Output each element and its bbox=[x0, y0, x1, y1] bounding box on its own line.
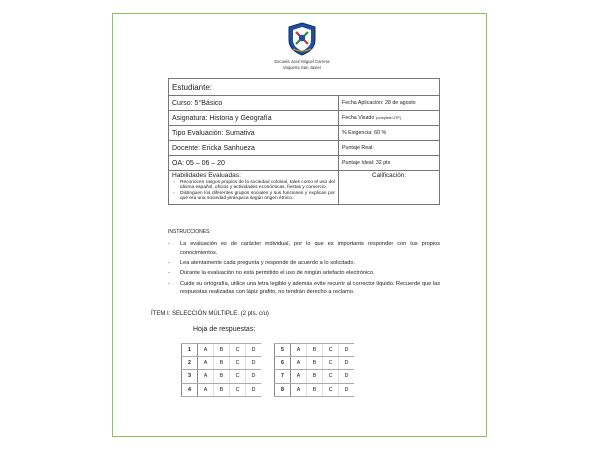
option-c[interactable]: C bbox=[323, 344, 339, 357]
instruction-item: - Cuide su ortografía, utilice una letra legible y además evite recurrir al corrector líquido. Recuerde que las respuestas realizadas con lápiz grafito, no tendrán derecho a reclamo. bbox=[168, 280, 440, 298]
option-c[interactable]: C bbox=[230, 370, 246, 383]
option-c[interactable]: C bbox=[230, 344, 246, 357]
option-d[interactable]: D bbox=[339, 357, 355, 370]
answer-row bbox=[182, 370, 262, 383]
skill-item: - Reconocen rasgos propios de la sociedad colonial, tales como el uso del idioma español, oficios y actividades económicas, fiestas y comercio. bbox=[172, 180, 335, 191]
skills-list bbox=[172, 180, 335, 202]
application-date-cell: Fecha Aplicación: 28 de agosto bbox=[339, 96, 440, 111]
answer-row bbox=[182, 344, 262, 357]
answer-table-left bbox=[181, 343, 261, 397]
section-title: ÍTEM I: SELECCIÓN MÚLTIPLE. (2 pts. c/u) bbox=[151, 311, 269, 317]
option-b[interactable]: B bbox=[307, 344, 323, 357]
visa-date-cell[interactable] bbox=[339, 111, 440, 126]
option-b[interactable]: B bbox=[307, 370, 323, 383]
visa-date-note: (completa UTP) bbox=[375, 116, 401, 120]
option-b[interactable]: B bbox=[307, 383, 323, 396]
option-a[interactable]: A bbox=[198, 344, 214, 357]
question-number: 2 bbox=[182, 357, 198, 370]
answer-row bbox=[275, 370, 355, 383]
question-number: 8 bbox=[275, 383, 291, 396]
oa-cell: OA: 05 – 06 – 20 bbox=[169, 156, 339, 171]
option-a[interactable]: A bbox=[198, 357, 214, 370]
option-a[interactable]: A bbox=[291, 383, 307, 396]
option-d[interactable]: D bbox=[339, 383, 355, 396]
instruction-item: - Durante la evaluación no está permitido el uso de ningún artefacto electrónico. bbox=[168, 269, 440, 278]
option-a[interactable]: A bbox=[198, 383, 214, 396]
question-number: 5 bbox=[275, 344, 291, 357]
answer-row bbox=[182, 357, 262, 370]
student-info-table bbox=[168, 78, 440, 205]
skill-item: - Distinguen los diferentes grupos sociales y sus funciones y explican por qué era una sociedad jerárquica según origen étnico. bbox=[172, 191, 335, 202]
question-number: 4 bbox=[182, 383, 198, 396]
question-number: 6 bbox=[275, 357, 291, 370]
answer-row bbox=[275, 344, 355, 357]
option-a[interactable]: A bbox=[291, 357, 307, 370]
grade-cell[interactable] bbox=[339, 171, 440, 205]
answer-row bbox=[275, 357, 355, 370]
answer-sheet-title: Hoja de respuestas: bbox=[193, 326, 256, 333]
option-c[interactable]: C bbox=[323, 370, 339, 383]
school-name: Escuela José Miguel Carrera bbox=[274, 59, 330, 64]
option-d[interactable]: D bbox=[339, 370, 355, 383]
instruction-item: - La evaluación es de carácter individual, por lo que es importante responder con tus propios conocimientos. bbox=[168, 240, 440, 258]
option-c[interactable]: C bbox=[323, 357, 339, 370]
option-d[interactable]: D bbox=[339, 344, 355, 357]
option-b[interactable]: B bbox=[214, 344, 230, 357]
answer-table-right bbox=[274, 343, 354, 397]
option-a[interactable]: A bbox=[291, 370, 307, 383]
visa-date-label: Fecha Visado bbox=[342, 115, 375, 121]
question-number: 7 bbox=[275, 370, 291, 383]
option-b[interactable]: B bbox=[214, 357, 230, 370]
option-b[interactable]: B bbox=[307, 357, 323, 370]
student-field[interactable]: Estudiante: bbox=[169, 79, 440, 96]
skills-cell bbox=[169, 171, 339, 205]
answer-row bbox=[275, 383, 355, 396]
instruction-item: - Lea atentamente cada pregunta y responde de acuerdo a lo solicitado. bbox=[168, 259, 440, 268]
option-c[interactable]: C bbox=[230, 383, 246, 396]
evaluation-type-cell: Tipo Evaluación: Sumativa bbox=[169, 126, 339, 141]
skills-title: Habilidades Evaluadas: bbox=[172, 172, 241, 179]
requirement-cell: % Exigencia: 60 % bbox=[339, 126, 440, 141]
question-number: 1 bbox=[182, 344, 198, 357]
option-d[interactable]: D bbox=[246, 383, 262, 396]
real-score-cell[interactable]: Puntaje Real: bbox=[339, 141, 440, 156]
answer-row bbox=[182, 383, 262, 396]
course-cell: Curso: 5°Básico bbox=[169, 96, 339, 111]
teacher-cell: Docente: Ericka Sanhueza bbox=[169, 141, 339, 156]
school-crest-logo bbox=[287, 22, 317, 56]
ideal-score-cell: Puntaje Ideal: 32 pts bbox=[339, 156, 440, 171]
instructions-list bbox=[168, 240, 440, 299]
option-d[interactable]: D bbox=[246, 370, 262, 383]
school-subtitle: Vaqueria San Javier bbox=[282, 65, 322, 70]
grade-label: Calificación: bbox=[372, 172, 406, 179]
option-a[interactable]: A bbox=[198, 370, 214, 383]
option-b[interactable]: B bbox=[214, 383, 230, 396]
question-number: 3 bbox=[182, 370, 198, 383]
subject-cell: Asignatura: Historia y Geografía bbox=[169, 111, 339, 126]
option-d[interactable]: D bbox=[246, 357, 262, 370]
instructions-title: INSTRUCCIONES: bbox=[168, 229, 211, 235]
option-b[interactable]: B bbox=[214, 370, 230, 383]
option-c[interactable]: C bbox=[230, 357, 246, 370]
option-d[interactable]: D bbox=[246, 344, 262, 357]
option-a[interactable]: A bbox=[291, 344, 307, 357]
option-c[interactable]: C bbox=[323, 383, 339, 396]
